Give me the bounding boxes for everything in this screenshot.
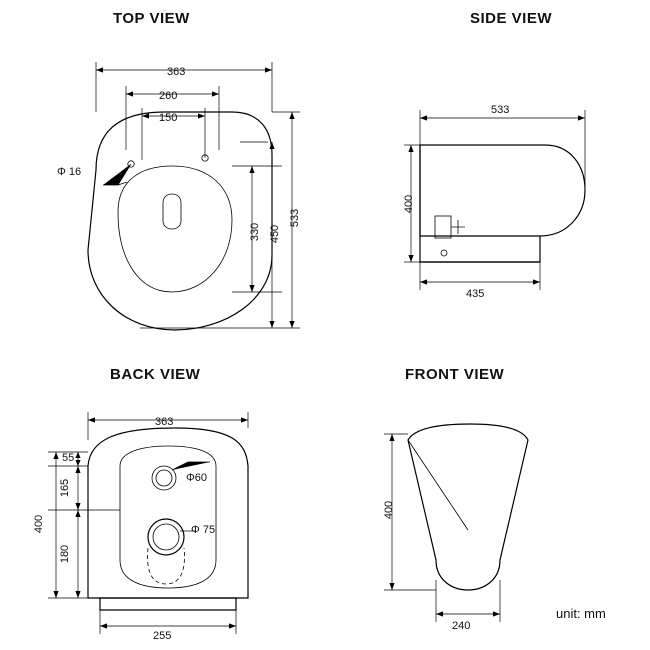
view-title-front: FRONT VIEW: [405, 366, 505, 383]
dim-back-height-overall: 400: [33, 514, 46, 534]
dim-top-hole-spacing-inner: 150: [159, 112, 178, 124]
front-view-geometry: [384, 424, 528, 622]
dim-back-height-lower-segment: 180: [59, 544, 72, 564]
dim-top-width-overall: 363: [167, 66, 186, 78]
dim-back-height-mid-segment: 165: [59, 478, 72, 498]
view-title-back: BACK VIEW: [110, 366, 201, 383]
dim-side-base-length: 435: [466, 288, 485, 300]
view-title-side: SIDE VIEW: [470, 10, 553, 27]
dim-back-upper-hole-diameter: Φ60: [186, 472, 208, 484]
dim-top-hole-diameter: Φ 16: [57, 166, 82, 178]
dim-back-lower-hole-diameter: Φ 75: [191, 524, 216, 536]
view-title-top: TOP VIEW: [113, 10, 190, 27]
dim-back-height-top-segment: 55: [62, 452, 75, 464]
dim-top-length-to-bowl: 450: [269, 224, 282, 244]
dim-top-length-overall: 533: [289, 208, 302, 228]
top-view-geometry: [88, 62, 300, 330]
dim-back-base-width: 255: [153, 630, 172, 642]
dim-side-height-overall: 400: [403, 194, 416, 214]
dim-top-hole-spacing-outer: 260: [159, 90, 178, 102]
unit-note: unit: mm: [556, 606, 606, 621]
side-view-geometry: [404, 110, 585, 290]
dim-top-length-inner: 330: [249, 222, 262, 242]
dim-front-base-width: 240: [452, 620, 471, 632]
back-view-geometry: [48, 412, 248, 634]
dim-side-length-overall: 533: [491, 104, 510, 116]
dim-back-width-overall: 363: [155, 416, 174, 428]
dim-front-height-overall: 400: [383, 500, 396, 520]
